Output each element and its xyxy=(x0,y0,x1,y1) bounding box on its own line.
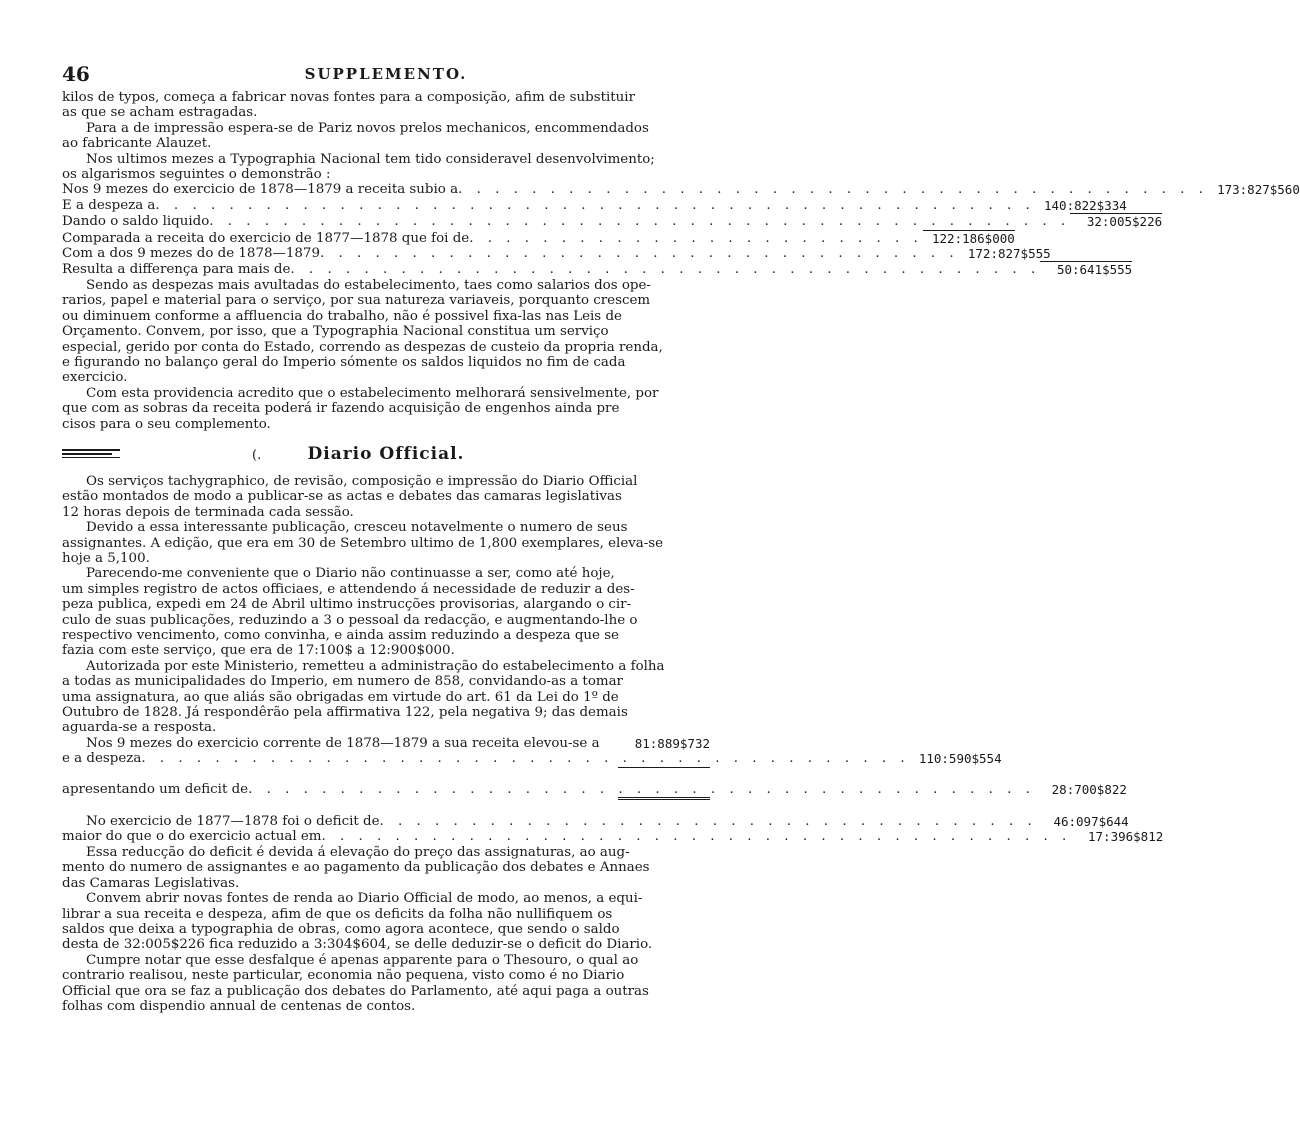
text-line: Outubro de 1828. Já respondêrão pela affirmativa 122, pela negativa 9; das demais xyxy=(62,705,628,721)
leader-dots: . . . . . . . . . . . . . . . . . . . . . . . . . . . . . . . . . . . xyxy=(319,246,959,262)
page-number: 46 xyxy=(62,62,90,86)
text-line: e figurando no balanço geral do Imperio sómente os saldos liquidos no fim de cada xyxy=(62,354,626,370)
text-line: Convem abrir novas fontes de renda ao Diario Official de modo, ao menos, a equi- xyxy=(86,891,643,907)
ledger-row xyxy=(62,261,1133,278)
ledger-row xyxy=(62,814,1129,830)
ledger-label: Dando o saldo liquido xyxy=(62,214,210,230)
text-line: Parecendo-me conveniente que o Diario não continuasse a ser, como até hoje, xyxy=(86,566,615,582)
text-line: librar a sua receita e despeza, afim de que os deficits da folha não nullifiquem os xyxy=(62,906,613,922)
text-line: desta de 32:005$226 fica reduzido a 3:304$604, se delle deduzir-se o deficit do Diario. xyxy=(62,937,653,953)
ledger-label: Comparada a receita do exercicio de 1877—1878 que foi de xyxy=(62,230,470,246)
ledger-amount: 28:700$822 xyxy=(1051,781,1127,797)
leader-dots: . . . . . . . . . . . . . . . . . . . . . . . . . . . . . . . . . . . . . . . . . xyxy=(321,829,1072,845)
ledger-amount: 32:005$226 xyxy=(1070,213,1162,229)
text-line: Essa reducção do deficit é devida á elevação do preço das assignaturas, ao aug- xyxy=(86,844,630,860)
text-line: Os serviços tachygraphico, de revisão, composição e impressão do Diario Official xyxy=(86,473,638,489)
ledger-label: Nos 9 mezes do exercicio corrente de 1878—1879 a sua receita elevou-se a xyxy=(86,735,600,751)
leader-dots: . . . . . . . . . . . . . . . . . . . . . . . . . . . . . . . . . . . . . . . . . . . . . . . xyxy=(209,214,1071,230)
ledger-row xyxy=(62,751,1002,767)
ledger-label: No exercicio de 1877—1878 foi o deficit de xyxy=(86,814,380,830)
section-mark: (. xyxy=(252,447,262,463)
ledger-row xyxy=(62,829,1164,845)
text-line: que com as sobras da receita poderá ir fazendo acquisição de engenhos ainda pre xyxy=(62,401,620,417)
text-line: Com esta providencia acredito que o estabelecimento melhorará sensivelmente, por xyxy=(86,385,659,401)
ledger-row xyxy=(62,781,1127,797)
ledger-label: Nos 9 mezes do exercicio de 1878—1879 a receita subio a xyxy=(62,182,459,198)
text-line: uma assignatura, ao que aliás são obrigadas em virtude do art. 61 da Lei do 1º de xyxy=(62,689,619,705)
text-line: contrario realisou, neste particular, economia não pequena, visto como é no Diario xyxy=(62,968,625,984)
ledger-label: e a despeza xyxy=(62,751,142,767)
text-line: aguarda-se a resposta. xyxy=(62,720,217,736)
text-line: culo de suas publicações, reduzindo a 3 o pessoal da redacção, e augmentando-lhe o xyxy=(62,612,638,628)
ledger-amount: 110:590$554 xyxy=(918,751,1002,767)
leader-dots: . . . . . . . . . . . . . . . . . . . . . . . . . . . . . . . . . . . . . . . . . xyxy=(290,262,1041,278)
text-line: os algarismos seguintes o demonstrão : xyxy=(62,167,331,183)
ledger-amount: 140:822$334 xyxy=(1044,197,1127,213)
page-header xyxy=(62,62,710,90)
ledger-amount: 173:827$560 xyxy=(1217,182,1300,198)
text-line: hoje a 5,100. xyxy=(62,550,150,566)
text-line: respectivo vencimento, como convinha, e ainda assim reduzindo a despeza que se xyxy=(62,628,619,643)
ledger-row xyxy=(62,182,1300,198)
text-line: 12 horas depois de terminada cada sessão. xyxy=(62,504,354,520)
text-line: folhas com dispendio annual de centenas de contos. xyxy=(62,998,416,1014)
text-line: ao fabricante Alauzet. xyxy=(62,136,212,152)
text-line: fazia com este serviço, que era de 17:100$ a 12:900$000. xyxy=(62,643,455,659)
ledger-label: Resulta a differença para mais de xyxy=(62,262,291,278)
ledger-amount: 81:889$732 xyxy=(634,735,710,751)
text-line: especial, gerido por conta do Estado, correndo as despezas de custeio da propria renda, xyxy=(62,339,663,355)
text-line: Devido a essa interessante publicação, cresceu notavelmente o numero de seus xyxy=(86,520,628,536)
document-page xyxy=(62,62,1300,1014)
text-line: rarios, papel e material para o serviço, por sua natureza variaveis, porquanto crescem xyxy=(62,293,651,309)
ledger-label: E a despeza a xyxy=(62,197,156,213)
text-line: mento do numero de assignantes e ao pagamento da publicação dos debates e Annaes xyxy=(62,860,650,876)
leader-dots: . . . . . . . . . . . . . . . . . . . . . . . . . . . . . . . . . . . . . . . . . . . xyxy=(248,781,1035,797)
text-line: Orçamento. Convem, por isso, que a Typographia Nacional constitua um serviço xyxy=(62,324,609,340)
text-line: Nos ultimos mezes a Typographia Nacional tem tido consideravel desenvolvimento; xyxy=(86,151,655,167)
leader-dots: . . . . . . . . . . . . . . . . . . . . . . . . . xyxy=(469,230,923,246)
text-line: kilos de typos, começa a fabricar novas fontes para a composição, afim de substituir xyxy=(62,90,635,105)
text-line: saldos que deixa a typographia de obras, como agora acontece, que sendo o saldo xyxy=(62,921,620,937)
running-title: SUPPLEMENTO. xyxy=(304,65,468,83)
text-line: assignantes. A edição, que era em 30 de Setembro ultimo de 1,800 exemplares, eleva-se xyxy=(62,535,664,551)
text-line: Cumpre notar que esse desfalque é apenas apparente para o Thesouro, o qual ao xyxy=(86,952,639,968)
text-line: Autorizada por este Ministerio, remetteu a administração do estabelecimento a folha xyxy=(86,658,665,674)
text-line: cisos para o seu complemento. xyxy=(62,416,271,432)
text-line: peza publica, expedi em 24 de Abril ultimo instrucções provisorias, alargando o cir- xyxy=(62,597,632,613)
section-heading xyxy=(62,440,710,468)
leader-dots: . . . . . . . . . . . . . . . . . . . . . . . . . . . . . . . . . . . . . . . . . . xyxy=(141,751,910,767)
leader-dots: . . . . . . . . . . . . . . . . . . . . . . . . . . . . . . . . . . . . . . . . . . . . . . . . xyxy=(155,197,1035,213)
ledger-label: apresentando um deficit de xyxy=(62,781,249,797)
text-line: exercicio. xyxy=(62,370,128,386)
ledger-label: Com a dos 9 mezes do de 1878—1879 xyxy=(62,246,320,262)
text-line: Official que ora se faz a publicação dos debates do Parlamento, até aqui paga a outras xyxy=(62,983,649,999)
leader-dots: . . . . . . . . . . . . . . . . . . . . . . . . . . . . . . . . . . . . xyxy=(379,814,1037,830)
ledger-amount: 46:097$644 xyxy=(1053,814,1129,830)
ledger-row xyxy=(62,197,1127,213)
text-line: um simples registro de actos officiaes, e attendendo á necessidade de reduzir a des- xyxy=(62,581,635,597)
ledger-label: maior do que o do exercicio actual em xyxy=(62,829,322,845)
ledger-amount: 17:396$812 xyxy=(1088,829,1164,845)
text-line: estão montados de modo a publicar-se as actas e debates das camaras legislativas xyxy=(62,489,622,505)
section-title: Diario Official. xyxy=(307,443,465,464)
ledger-row xyxy=(62,213,1163,230)
text-line: das Camaras Legislativas. xyxy=(62,875,240,891)
text-line: ou diminuem conforme a affluencia do trabalho, não é possivel fixa-las nas Leis de xyxy=(62,308,622,324)
ledger-amount: 50:641$555 xyxy=(1040,261,1132,277)
ledger-row xyxy=(62,230,1015,246)
text-line: Sendo as despezas mais avultadas do estabelecimento, taes como salarios dos ope- xyxy=(86,277,651,293)
text-line: as que se acham estragadas. xyxy=(62,105,258,121)
leader-dots: . . . . . . . . . . . . . . . . . . . . . . . . . . . . . . . . . . . . . . . . . xyxy=(458,182,1208,198)
text-line: Para a de impressão espera-se de Pariz novos prelos mechanicos, encommendados xyxy=(86,120,649,136)
text-line: a todas as municipalidades do Imperio, em numero de 858, convidando-as a tomar xyxy=(62,674,623,690)
ledger-row xyxy=(62,246,1051,262)
ledger-amount: 122:186$000 xyxy=(923,230,1015,246)
ledger-row xyxy=(62,736,710,751)
ledger-amount: 172:827$555 xyxy=(967,246,1051,262)
